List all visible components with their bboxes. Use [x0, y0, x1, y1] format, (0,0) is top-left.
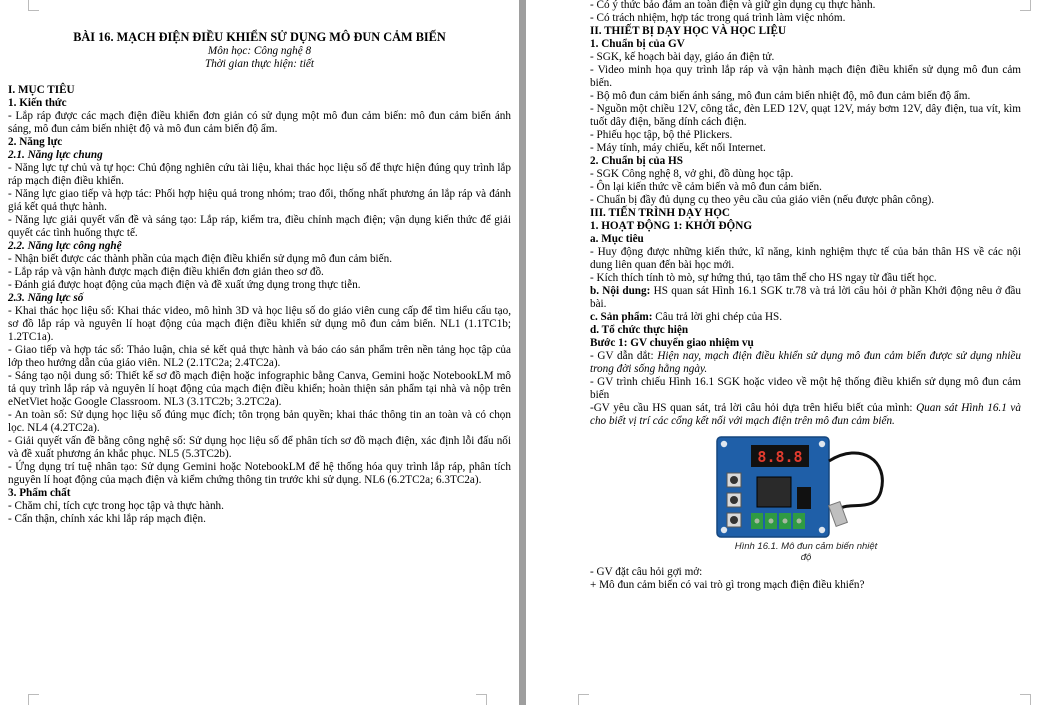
paragraph: - Khai thác học liệu số: Khai thác video, mô hình 3D và học liệu số do giáo viên cung cấp để tìm hiểu cấu tạo, sơ đồ lắp ráp và nguyên lí hoạt động của mạch điện điều khiển sử dụng mô đun cảm biến. NL1 (1.1TC1b; 1.2TC1a). [8, 305, 511, 343]
subsection-heading: a. Mục tiêu [590, 233, 644, 245]
paragraph: - Ôn lại kiến thức về cảm biến và mô đun cảm biến. [590, 181, 822, 193]
paragraph: - SGK, kế hoạch bài dạy, giáo án điện tử. [590, 51, 775, 63]
paragraph: - Giao tiếp và hợp tác số: Thảo luận, chia sẻ kết quả thực hành và báo cáo sản phẩm trên nền tảng học tập của lớp theo hướng dẫn của giáo viên. NL2 (2.1TC2a; 2.4TC2a). [8, 344, 511, 369]
paragraph: - Ứng dụng trí tuệ nhân tạo: Sử dụng Gemini hoặc NotebookLM để hệ thống hóa quy trình lắp ráp, phân tích nguyên lí hoạt động của mạch điện và kiểm chứng thông tin trước khi sử dụng. NL6 (6.2TC2a; 6.3TC2a). [8, 461, 511, 486]
paragraph: - Kích thích tính tò mò, sự hứng thú, tạo tâm thế cho HS ngay từ đầu tiết học. [590, 272, 937, 284]
step-heading: Bước 1: GV chuyển giao nhiệm vụ [590, 337, 754, 349]
paragraph: - Chuẩn bị đầy đủ dụng cụ theo yêu cầu của giáo viên (nếu được phân công). [590, 194, 935, 206]
paragraph: - Có trách nhiệm, hợp tác trong quá trình làm việc nhóm. [590, 12, 846, 24]
section-heading: I. MỤC TIÊU [8, 84, 75, 96]
italic-text: Quan sát Hình 16.1 và cho biết vị trí các cổng kết nối với mạch điện trên mô đun cảm biến. [590, 402, 1021, 427]
lead-text: -GV yêu cầu HS quan sát, trả lời câu hỏi dựa trên hiểu biết của mình: [590, 402, 917, 414]
figure-16-1 [711, 431, 895, 563]
subsection-heading: 1. Kiến thức [8, 97, 67, 109]
paragraph: - Sáng tạo nội dung số: Thiết kế sơ đồ mạch điện hoặc infographic bằng Canva, Gemini hoặc NotebookLM mô tả quy trình lắp ráp và nguyên lí hoạt động của mạch điện điều khiển; hoàn thiện sản phẩm tại nhà và nộp trên eNetViet hoặc Google Classroom. NL3 (3.1TC2b; 3.2TC2a). [8, 370, 511, 408]
paragraph: - Năng lực giao tiếp và hợp tác: Phối hợp hiệu quả trong nhóm; trao đổi, thống nhất phương án lắp ráp và đánh giá kết quả thực hành. [8, 188, 511, 213]
paragraph: - Nguồn một chiều 12V, công tắc, đèn LED 12V, quạt 12V, máy bơm 12V, dây điện, tua vít, kìm tuốt dây điện, băng dính cách điện. [590, 103, 1021, 128]
subsection-heading: 2. Chuẩn bị của HS [590, 155, 683, 167]
lead-text: - GV dẫn dắt: [590, 350, 658, 362]
crop-mark [28, 0, 39, 11]
paragraph [590, 402, 1021, 428]
subsection-heading: 1. Chuẩn bị của GV [590, 38, 685, 50]
subsection-heading: 1. HOẠT ĐỘNG 1: KHỞI ĐỘNG [590, 220, 753, 232]
paragraph: - Video minh họa quy trình lắp ráp và vận hành mạch điện điều khiển sử dụng mô đun cảm biến. [590, 64, 1021, 89]
subject-line: Môn học: Công nghệ 8 [207, 45, 312, 57]
paragraph: - Chăm chỉ, tích cực trong học tập và thực hành. [8, 500, 224, 512]
paragraph: - GV trình chiếu Hình 16.1 SGK hoặc video về một hệ thống điều khiển sử dụng mô đun cảm biến [590, 376, 1021, 401]
paragraph: - Máy tính, máy chiếu, kết nối Internet. [590, 142, 766, 154]
document-page-left [0, 0, 519, 705]
lesson-title: BÀI 16. MẠCH ĐIỆN ĐIỀU KHIỂN SỬ DỤNG MÔ ĐUN CẢM BIẾN [73, 30, 446, 44]
subsection-heading: 2.1. Năng lực chung [8, 149, 103, 161]
crop-mark [1020, 0, 1031, 11]
paragraph: - Lắp ráp và vận hành được mạch điện điều khiển đơn giản theo sơ đồ. [8, 266, 324, 278]
temperature-module-image [711, 431, 895, 547]
paragraph: - GV đặt câu hỏi gợi mở: [590, 566, 703, 578]
paragraph [590, 311, 1021, 324]
section-heading: III. TIẾN TRÌNH DẠY HỌC [590, 207, 730, 219]
content-text: HS quan sát Hình 16.1 SGK tr.78 và trả lời câu hỏi ở phần Khởi động nêu ở đầu bài. [590, 285, 1021, 310]
crop-mark [476, 694, 487, 705]
left-page-content [8, 30, 511, 526]
display-digits: 8.8.8 [757, 448, 803, 466]
crop-mark [28, 694, 39, 705]
right-page-content [590, 0, 1021, 592]
paragraph: - Đánh giá được hoạt động của mạch điện và đề xuất ứng dụng trong thực tiễn. [8, 279, 361, 291]
paragraph: - Huy động được những kiến thức, kĩ năng, kinh nghiệm thực tế của bản thân HS về các nội dung liên quan đến bài học mới. [590, 246, 1021, 271]
subsection-heading: d. Tổ chức thực hiện [590, 324, 689, 336]
crop-mark [1020, 694, 1031, 705]
subsection-heading: 2.2. Năng lực công nghệ [8, 240, 122, 252]
paragraph: - An toàn số: Sử dụng học liệu số đúng mục đích; tôn trọng bản quyền; khai thác thông tin an toàn và có chọn lọc. NL4 (4.2TC2a). [8, 409, 511, 434]
paragraph: - SGK Công nghệ 8, vở ghi, đồ dùng học tập. [590, 168, 794, 180]
product-text: Câu trả lời ghi chép của HS. [652, 311, 783, 323]
subsection-heading: 3. Phẩm chất [8, 487, 71, 499]
paragraph: - Giải quyết vấn đề bằng công nghệ số: Sử dụng học liệu số để phân tích sơ đồ mạch điện, xác định lỗi đấu nối và đề xuất phương án khắc phục. NL5 (5.3TC2b). [8, 435, 511, 460]
section-heading: II. THIẾT BỊ DẠY HỌC VÀ HỌC LIỆU [590, 25, 787, 37]
paragraph: - Cẩn thận, chính xác khi lắp ráp mạch điện. [8, 513, 206, 525]
paragraph: - Phiếu học tập, bộ thẻ Plickers. [590, 129, 733, 141]
crop-mark [578, 694, 589, 705]
label-product: c. Sản phẩm: [590, 311, 653, 323]
paragraph: - Có ý thức bảo đảm an toàn điện và giữ gìn dụng cụ thực hành. [590, 0, 876, 11]
paragraph [590, 285, 1021, 311]
paragraph: - Lắp ráp được các mạch điện điều khiển đơn giản có sử dụng một mô đun cảm biến: mô đun cảm biến ánh sáng, mô đun cảm biến nhiệt độ và mô đun cảm biến độ ẩm. [8, 110, 511, 135]
paragraph [590, 350, 1021, 376]
paragraph: - Nhận biết được các thành phần của mạch điện điều khiển sử dụng mô đun cảm biến. [8, 253, 393, 265]
duration-line: Thời gian thực hiện: tiết [204, 58, 315, 70]
document-page-right [526, 0, 1045, 705]
paragraph: - Năng lực tự chủ và tự học: Chủ động nghiên cứu tài liệu, khai thác học liệu số để thực hiện đúng quy trình lắp ráp mạch điện điều khiển. [8, 162, 511, 187]
italic-text: Hiện nay, mạch điện điều khiển sử dụng mô đun cảm biến được sử dụng nhiều trong đời sống hằng ngày. [590, 350, 1021, 375]
paragraph: - Năng lực giải quyết vấn đề và sáng tạo: Lắp ráp, kiểm tra, điều chỉnh mạch điện; vận dụng kiến thức để giải quyết các tình huống thực tế. [8, 214, 511, 239]
paragraph: - Bộ mô đun cảm biến ánh sáng, mô đun cảm biến nhiệt độ, mô đun cảm biến độ ẩm. [590, 90, 971, 102]
paragraph: + Mô đun cảm biến có vai trò gì trong mạch điện điều khiển? [590, 579, 865, 591]
figure-caption: Hình 16.1. Mô đun cảm biến nhiệt độ [731, 541, 881, 563]
subsection-heading: 2. Năng lực [8, 136, 63, 148]
label-content: b. Nội dung: [590, 285, 651, 297]
subsection-heading: 2.3. Năng lực số [8, 292, 84, 304]
